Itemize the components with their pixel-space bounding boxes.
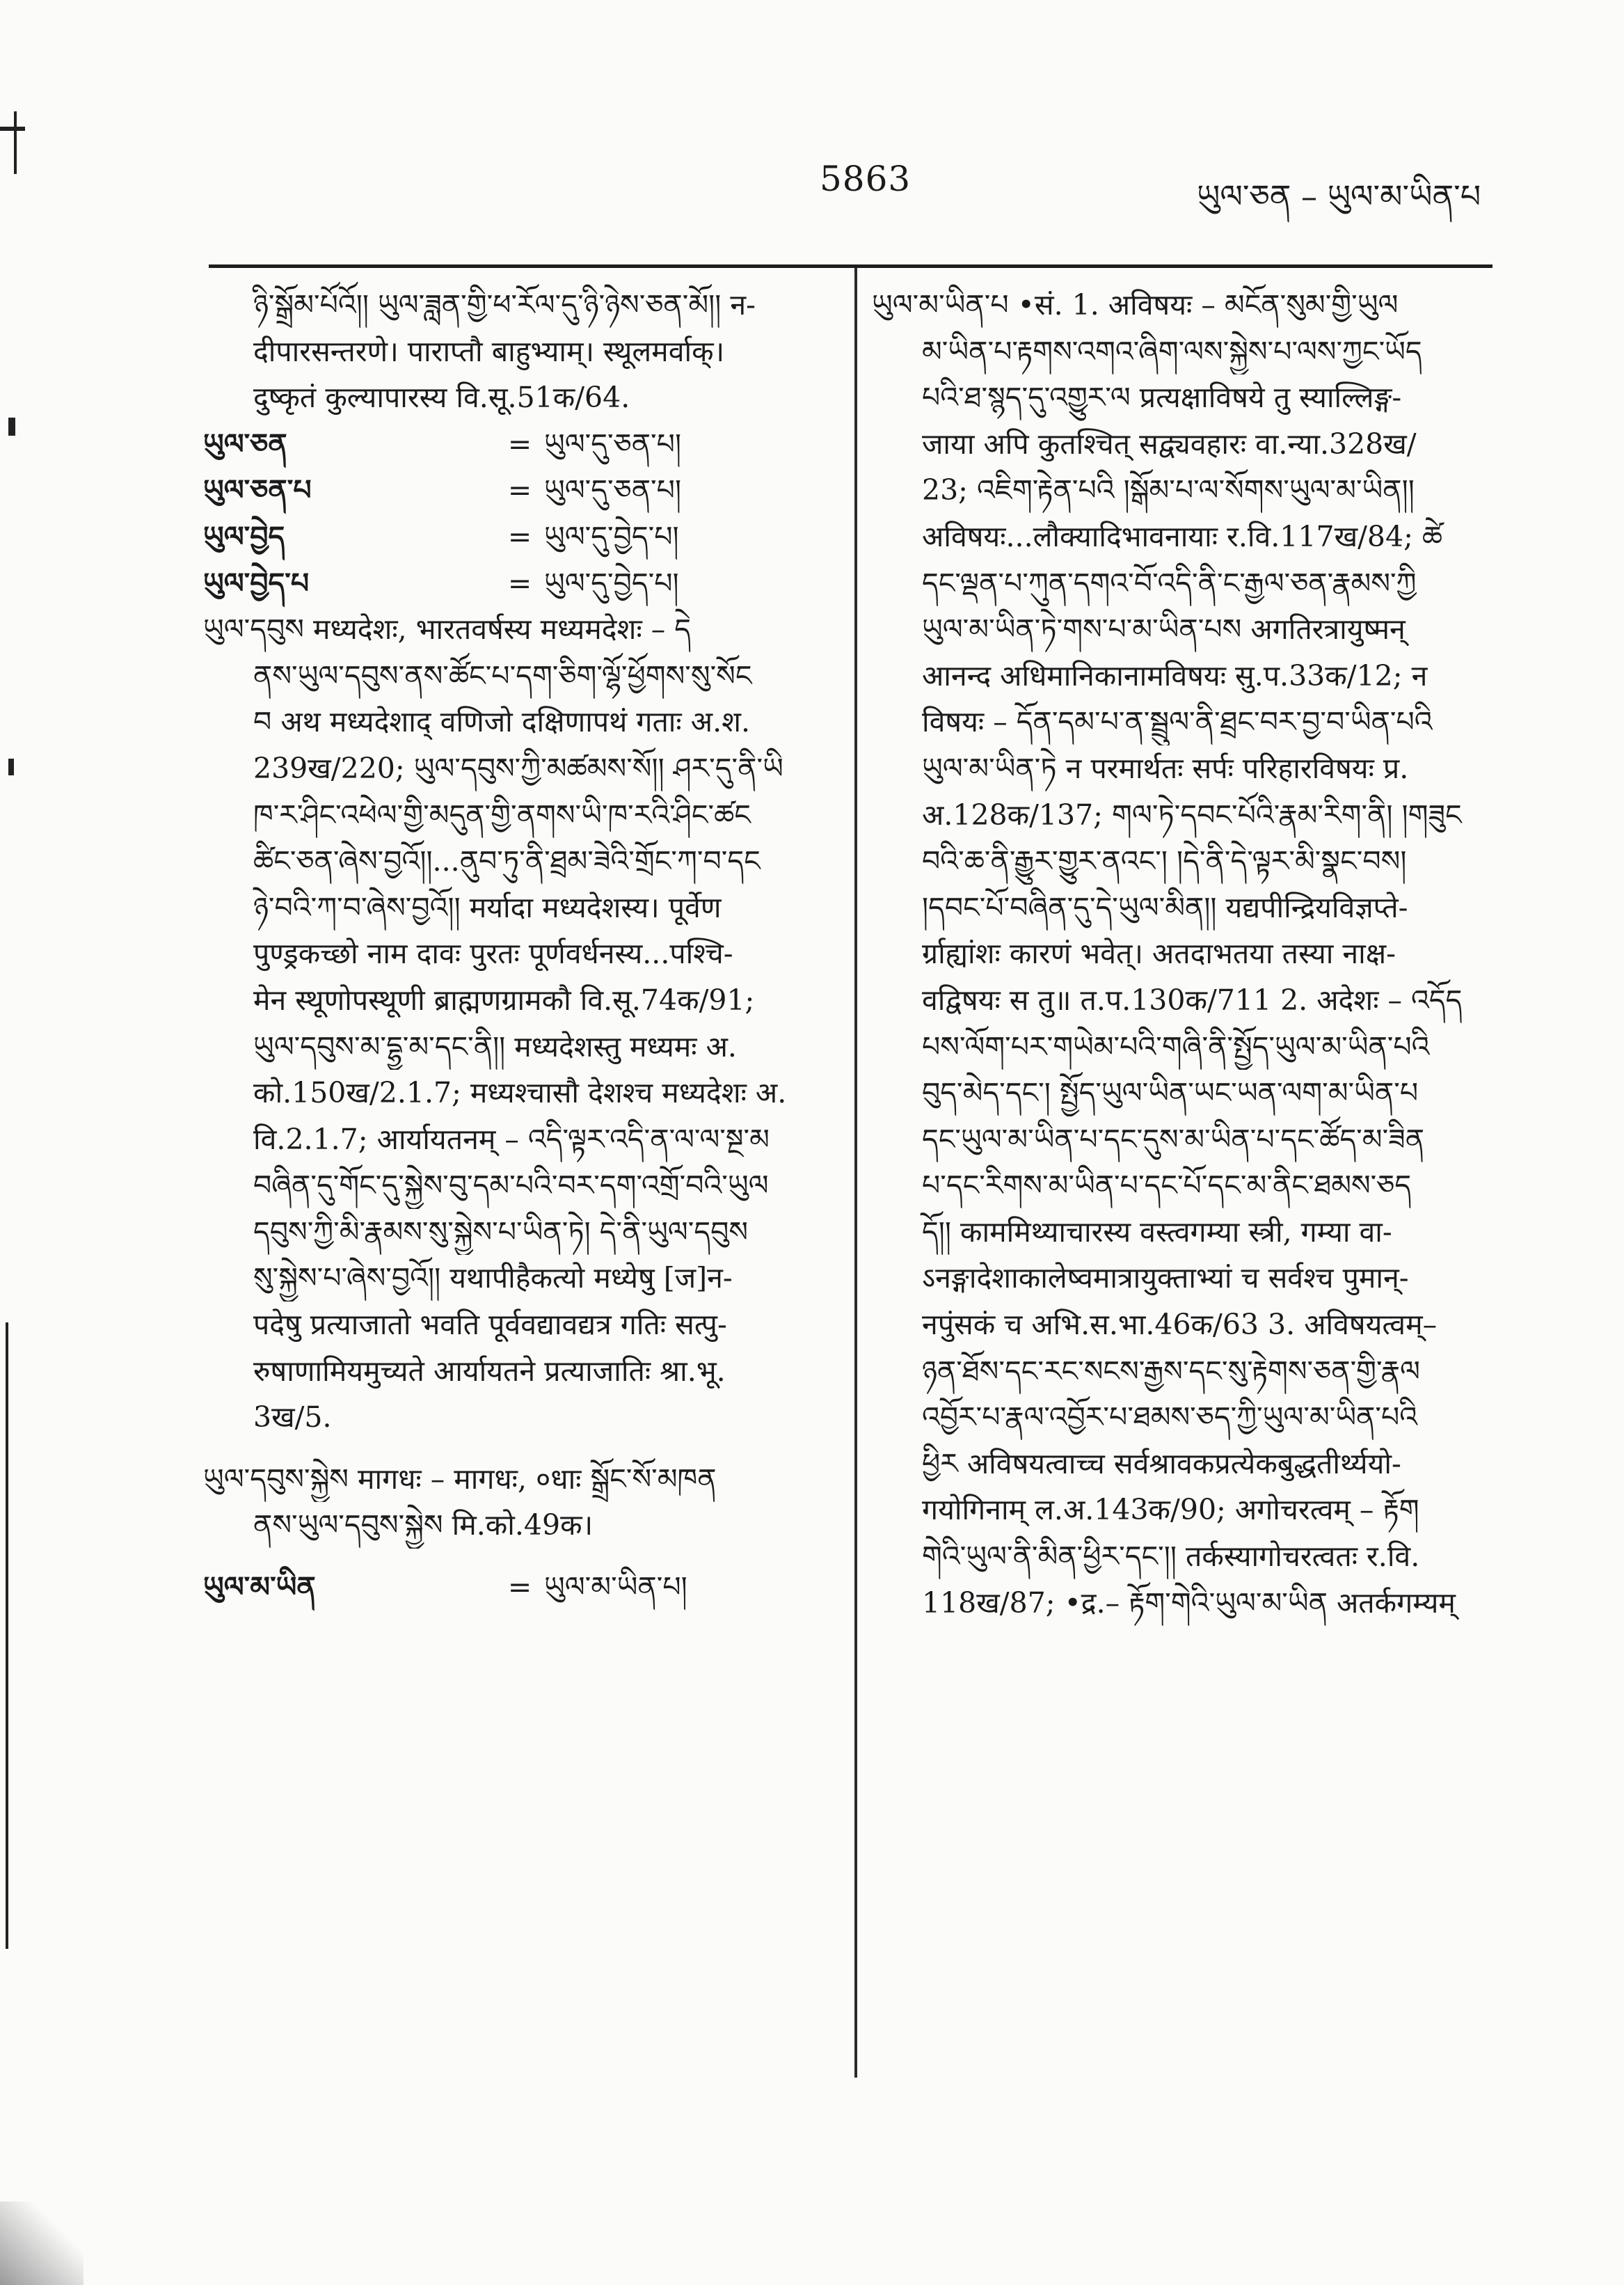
- margin-tick-3: [8, 759, 14, 775]
- text-line: བའི་ཆ་ནི་རྒྱུར་གྱུར་ནའང་། །དེ་ནི་དེ་ལྟར་མི་སྣང་བས།: [922, 844, 1407, 878]
- text-line: སུ་སྐྱེས་པ་ཞེས་བྱའོ།། यथापीहैकत्यो मध्येषु [ज]न-: [253, 1261, 733, 1295]
- text-line: དང་ཡུལ་མ་ཡིན་པ་དང་དུས་མ་ཡིན་པ་དང་ཚོད་མ་ཟིན: [922, 1122, 1425, 1156]
- equals-sign: =: [507, 519, 532, 553]
- text-line: པའི་ཐ་སྙད་དུ་འགྱུར་ལ प्रत्यक्षाविषये तु स्याल्लिङ्ग-: [922, 381, 1402, 415]
- text-line: པས་ལོག་པར་གཡེམ་པའི་གཞི་ནི་སྤྱོད་ཡུལ་མ་ཡིན་པའི: [922, 1029, 1430, 1064]
- column-divider: [854, 268, 857, 2078]
- text-line: ཉན་ཐོས་དང་རང་སངས་རྒྱས་དང་སུ་རྟེགས་ཅན་གྱི་རྣལ: [922, 1354, 1420, 1388]
- text-line: नपुंसकं च अभि.स.भा.46क/63 3. अविषयत्वम्–: [922, 1308, 1438, 1342]
- headword: ཡུལ་བྱེད: [203, 519, 285, 553]
- text-line: 239ख/220; ཡུལ་དབུས་ཀྱི་མཚམས་སོ།། ཤར་དུ་ནི་ཡི: [253, 751, 783, 785]
- equals-sign: =: [507, 1570, 532, 1604]
- text-line: དང་ལྡན་པ་ཀུན་དགའ་བོ་འདི་ནི་ང་རྒྱལ་ཅན་རྣམས་ཀྱི: [922, 566, 1417, 600]
- entry-headline: ཡུལ་དབུས मध्यदेशः, भारतवर्षस्य मध्यमदेशः – དེ: [203, 612, 692, 647]
- text-line: ཕྱིར अविषयत्वाच्च सर्वश्रावकप्रत्येकबुद्धतीर्थ्ययो-: [922, 1446, 1401, 1480]
- margin-tick-2: [8, 418, 15, 436]
- text-line: པ་དང་རིགས་མ་ཡིན་པ་དང་པོ་དང་མ་ནིང་ཐམས་ཅད: [922, 1169, 1412, 1203]
- text-line: མ་ཡིན་པ་རྟགས་འགའ་ཞིག་ལས་སྐྱེས་པ་ལས་ཀྱང་ཡོད: [922, 334, 1422, 368]
- page-number: 5863: [820, 159, 911, 199]
- text-line: ऽनङ्गादेशाकालेष्वमात्रायुक्ताभ्यां च सर्वश्च पुमान्-: [922, 1261, 1409, 1295]
- equals-sign: =: [507, 473, 532, 507]
- text-line: ནས་ཡུལ་དབུས་སྐྱེས मि.को.49क।: [253, 1508, 594, 1542]
- text-line: दुष्कृतं कुल्यापारस्य वि.सू.51क/64.: [253, 381, 630, 415]
- text-line: ཉི་སྒྲོམ་པོའོ།། ཡུལ་ཟླན་གྱི་ཕ་རོལ་དུ་ཉི་ཉེས་ཅན་མོ།། न-: [253, 288, 756, 322]
- text-line: ཡུལ་མ་ཡིན་ཏེ न परमार्थतः सर्पः परिहारविषयः प्र.: [922, 751, 1409, 785]
- left-column: [203, 282, 840, 1611]
- text-line: བ अथ मध्यदेशाद् वणिजो दक्षिणापथं गताः अ.श.: [253, 705, 751, 739]
- text-line: བུད་མེད་དང་། སྤྱོད་ཡུལ་ཡིན་ཡང་ཡན་ལག་མ་ཡིན་པ: [922, 1076, 1419, 1110]
- header-rule: [209, 264, 1492, 268]
- headword: ཡུལ་ཅན: [203, 427, 287, 461]
- text-line: जाया अपि कुतश्चित् सद्व्यवहारः वा.न्या.328ख/: [922, 427, 1417, 461]
- headword: ཡུལ་བྱེད་པ: [203, 566, 310, 600]
- text-line: अविषयः...लौक्यादिभावनायाः र.वि.117ख/84; ཚེ: [922, 519, 1443, 553]
- margin-tick-4: [6, 1322, 8, 1949]
- text-line: གེའི་ཡུལ་ནི་མིན་ཕྱིར་དང་།། तर्कस्यागोचरत्वतः र.वि.: [922, 1540, 1420, 1574]
- text-line: पुण्ड्रकच्छो नाम दावः पुरतः पूर्णवर्धनस्य...पश्चि-: [253, 937, 733, 971]
- cross-ref-row: [203, 514, 840, 560]
- cross-ref-row: [203, 560, 840, 607]
- equals-sign: =: [507, 427, 532, 461]
- text-line: ནས་ཡུལ་དབུས་ནས་ཚོང་པ་དག་ཅིག་ལྷོ་ཕྱོགས་སུ་སོང: [253, 658, 752, 693]
- text-line: पदेषु प्रत्याजातो भवति पूर्ववद्यावद्यत्र गतिः सत्पु-: [253, 1308, 727, 1342]
- margin-tick-1: [0, 127, 25, 131]
- entry-headline: ཡུལ་མ་ཡིན་པ •सं. 1. अविषयः – མངོན་སུམ་གྱི་ཡུལ: [872, 288, 1399, 322]
- running-head: ཡུལ་ཅན – ཡུལ་མ་ཡིན་པ: [1197, 177, 1481, 215]
- cross-ref-target: ཡུལ་དུ་བྱེད་པ།: [544, 519, 679, 553]
- headword: ཡུལ་ཅན་པ: [203, 473, 312, 507]
- entry-headline: ཡུལ་དབུས་སྐྱེས मागधः – मागधः, ०धाः སྒྲོང་སོ་མཁན: [203, 1462, 717, 1496]
- text-line: བཞིན་དུ་གོང་དུ་སྐྱེས་བུ་དམ་པའི་བར་དག་འགྲོ་བའི་ཡུལ: [253, 1169, 769, 1203]
- cross-ref-target: ཡུལ་མ་ཡིན་པ།: [544, 1570, 687, 1604]
- text-line: ཚིང་ཅན་ཞེས་བྱའོ།།...ནུབ་ཏུ་ནི་ཐྲམ་ཟེའི་གྲོང་ཀ་བ་དང: [253, 844, 761, 878]
- text-line: ཡུལ་མ་ཡིན་ཏེ་གས་པ་མ་ཡིན་པས अगतिरत्रायुष्मन्: [922, 612, 1406, 647]
- text-line: ཉེ་བའི་ཀ་བ་ཞེས་བྱའོ།། मर्यादा मध्यदेशस्य। पूर्वेण: [253, 890, 722, 924]
- text-line: वि.2.1.7; आर्यायतनम् – འདི་ལྟར་འདི་ན་ལ་ལ་སྔ་མ: [253, 1122, 770, 1156]
- cross-ref-row: [203, 467, 840, 514]
- text-line: དོ།། काममिथ्याचारस्य वस्त्वगम्या स्त्री, गम्या वा-: [922, 1215, 1392, 1249]
- text-line: 118ख/87; •द्र.– རྟོག་གེའི་ཡུལ་མ་ཡིན अतर्कगम्यम्: [922, 1586, 1456, 1620]
- margin-tick-1-stem: [14, 111, 17, 174]
- cross-ref-target: ཡུལ་དུ་ཅན་པ།: [544, 427, 682, 461]
- cross-ref-row: [203, 421, 840, 468]
- text-line: ཡུལ་དབུས་མ་དྷྱ་མ་དང་ནི།། मध्यदेशस्तु मध्यमः अ.: [253, 1029, 737, 1064]
- cross-ref-target: ཡུལ་དུ་ཅན་པ།: [544, 473, 682, 507]
- right-column: [872, 282, 1486, 1626]
- headword: ཡུལ་མ་ཡིན: [203, 1570, 316, 1604]
- text-line: र्ग्राह्यांशः कारणं भवेत्। अतदाभतया तस्या नाक्ष-: [922, 937, 1396, 971]
- text-line: विषयः – དོན་དམ་པ་ན་སྦྲུལ་ནི་ཐྲང་བར་བྱ་བ་ཡིན་པའི: [922, 705, 1433, 739]
- text-line: आनन्द अधिमानिकानामविषयः सु.प.33क/12; न: [922, 658, 1428, 693]
- text-line: रुषाणामियमुच्यते आर्यायतने प्रत्याजातिः श्रा.भू.: [253, 1354, 726, 1388]
- cross-ref-target: ཡུལ་དུ་བྱེད་པ།: [544, 566, 679, 600]
- text-line: 23; འཇིག་རྟེན་པའི །སྒོམ་པ་ལ་སོགས་ཡུལ་མ་ཡིན།།: [922, 473, 1415, 507]
- scan-shadow: [0, 2201, 83, 2285]
- text-line: अ.128क/137; གལ་ཏེ་དབང་པོའི་རྣམ་རིག་ནི། །གཟུང: [922, 798, 1462, 832]
- text-line: को.150ख/2.1.7; मध्यश्चासौ देशश्च मध्यदेशः अ.: [253, 1076, 787, 1110]
- text-line: मेन स्थूणोपस्थूणी ब्राह्मणग्रामकौ वि.सू.74क/91;: [253, 983, 755, 1017]
- text-line: །དབང་པོ་བཞིན་དུ་དེ་ཡུལ་མིན།། यद्यपीन्द्रियविज्ञप्ते-: [922, 890, 1408, 924]
- cross-ref-row: [203, 1564, 840, 1611]
- equals-sign: =: [507, 566, 532, 600]
- text-line: दीपारसन्तरणे। पाराप्तौ बाहुभ्याम्। स्थूलमर्वाक्।: [253, 334, 725, 368]
- text-line: དབུས་ཀྱི་མི་རྣམས་སུ་སྐྱེས་པ་ཡིན་ཏེ། དེ་ནི་ཡུལ་དབུས: [253, 1215, 749, 1249]
- text-line: འབྱོར་པ་རྣལ་འབྱོར་པ་ཐམས་ཅད་ཀྱི་ཡུལ་མ་ཡིན་པའི: [922, 1400, 1418, 1434]
- text-line: ཁ་ར་ཤིང་འཕེལ་གྱི་མདུན་གྱི་ནགས་ཡི་ཁ་རའི་ཤིང་ཚང: [253, 798, 751, 832]
- text-line: गयोगिनाम् ल.अ.143क/90; अगोचरत्वम् – རྟོག: [922, 1493, 1419, 1527]
- text-line: 3ख/5.: [253, 1400, 332, 1434]
- text-line: वद्विषयः स तु॥ त.प.130क/711 2. अदेशः – འདོད: [922, 983, 1463, 1017]
